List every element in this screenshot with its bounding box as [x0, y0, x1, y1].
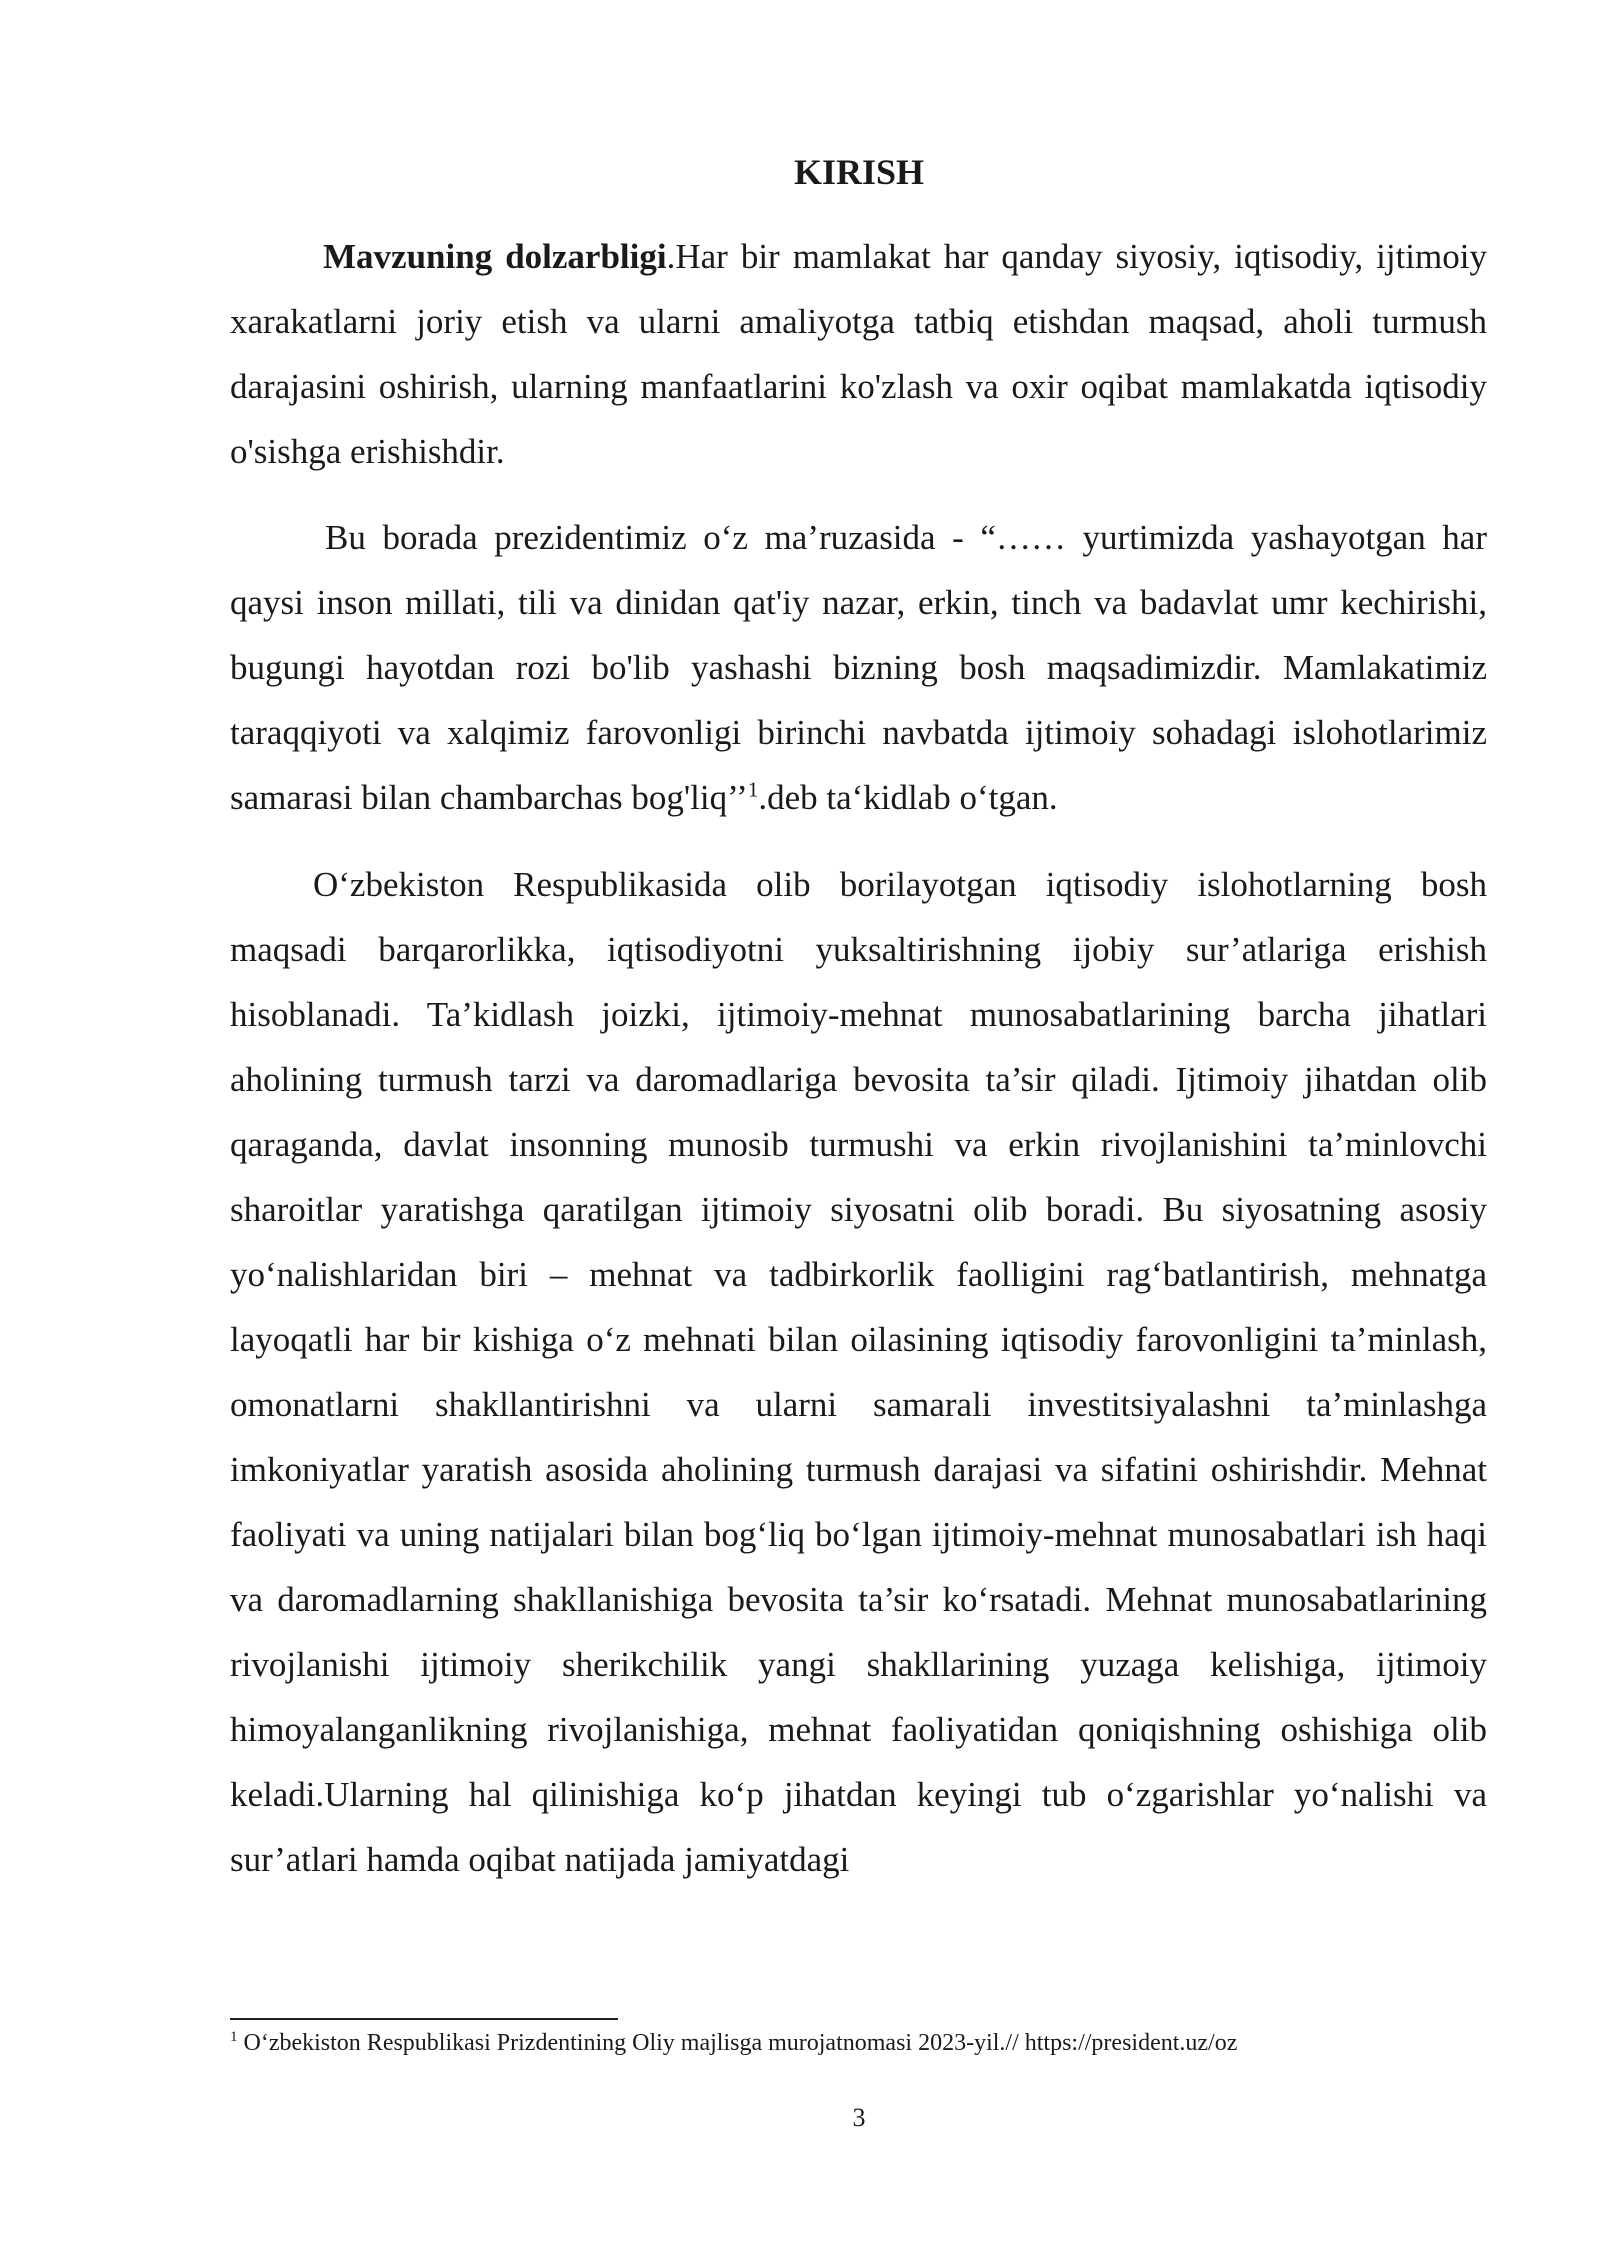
reforms-text: O‘zbekiston Respublikasida olib borilayotgan iqtisodiy islohotlarning bosh maqsadi barqarorlikka, iqtisodiyotni yuksaltirishning ijobiy sur’atlariga erishish hisoblanadi. Ta’kidlash joizki, ijtimoiy-mehnat munosabatlarining barcha jihatlari aholining turmush tarzi va daromadlariga bevosita ta’sir qiladi. Ijtimoiy jihatdan olib qaraganda, davlat insonning munosib turmushi va erkin rivojlanishini ta’minlovchi sharoitlar yaratishga qaratilgan ijtimoiy siyosatni olib boradi. Bu siyosatning asosiy yo‘nalishlaridan biri – mehnat va tadbirkorlik faolligini rag‘batlantirish, mehnatga layoqatli har bir kishiga o‘z mehnati bilan oilasining iqtisodiy farovonligini ta’minlash, omonatlarni shakllantirishni va ularni samarali investitsiyalashni ta’minlashga imkoniyatlar yaratish asosida aholining turmush darajasi va sifatini oshirishdir. Mehnat faoliyati va uning natijalari bilan bog‘liq bo‘lgan ijtimoiy-mehnat munosabatlari ish haqi va daromadlarning shakllanishiga bevosita ta’sir ko‘rsatadi. Mehnat munosabatlarining rivojlanishi ijtimoiy sherikchilik yangi shakllarining yuzaga kelishiga, ijtimoiy himoyalanganlikning rivojlanishiga, mehnat faoliyatidan qoniqishning oshishiga olib keladi.Ularning hal qilinishiga ko‘p jihatdan keyingi tub o‘zgarishlar yo‘nalishi va sur’atlari hamda oqibat natijada jamiyatdagi — [230, 865, 1487, 1879]
footnote — [230, 2026, 1487, 2060]
page-number: 3 — [852, 2103, 866, 2132]
paragraph-relevance — [230, 224, 1487, 484]
page-heading: KIRISH — [793, 152, 925, 192]
footnote-text: O‘zbekiston Respublikasi Prizdentining Oliy majlisga murojatnomasi 2023-yil.// https://president.uz/oz — [237, 2030, 1238, 2056]
relevance-lead: Mavzuning dolzarbligi — [323, 237, 667, 276]
footnote-separator — [230, 2018, 618, 2020]
quote-text: Bu borada prezidentimiz o‘z ma’ruzasida - “…… yurtimizda yashayotgan har qaysi inson millati, tili va dinidan qat'iy nazar, erkin, tinch va badavlat umr kechirishi, bugungi hayotdan rozi bo'lib yashashi bizning bosh maqsadimizdir. Mamlakatimiz taraqqiyoti va xalqimiz farovonligi birinchi navbatda ijtimoiy sohadagi islohotlarimiz samarasi bilan chambarchas bog'liq’’ — [230, 518, 1487, 817]
quote-tail: .deb ta‘kidlab o‘tgan. — [758, 778, 1058, 817]
footnote-reference[interactable]: 1 — [747, 777, 759, 802]
relevance-text: .Har bir mamlakat har qanday siyosiy, iqtisodiy, ijtimoiy xarakatlarni joriy etish va ularni amaliyotga tatbiq etishdan maqsad, aholi turmush darajasini oshirish, ularning manfaatlarini ko'zlash va oxir oqibat mamlakatda iqtisodiy o'sishga erishishdir. — [230, 237, 1487, 471]
paragraph-reforms — [230, 852, 1487, 1892]
footnote-mark: 1 — [230, 2029, 238, 2045]
paragraph-president-quote — [230, 505, 1487, 830]
